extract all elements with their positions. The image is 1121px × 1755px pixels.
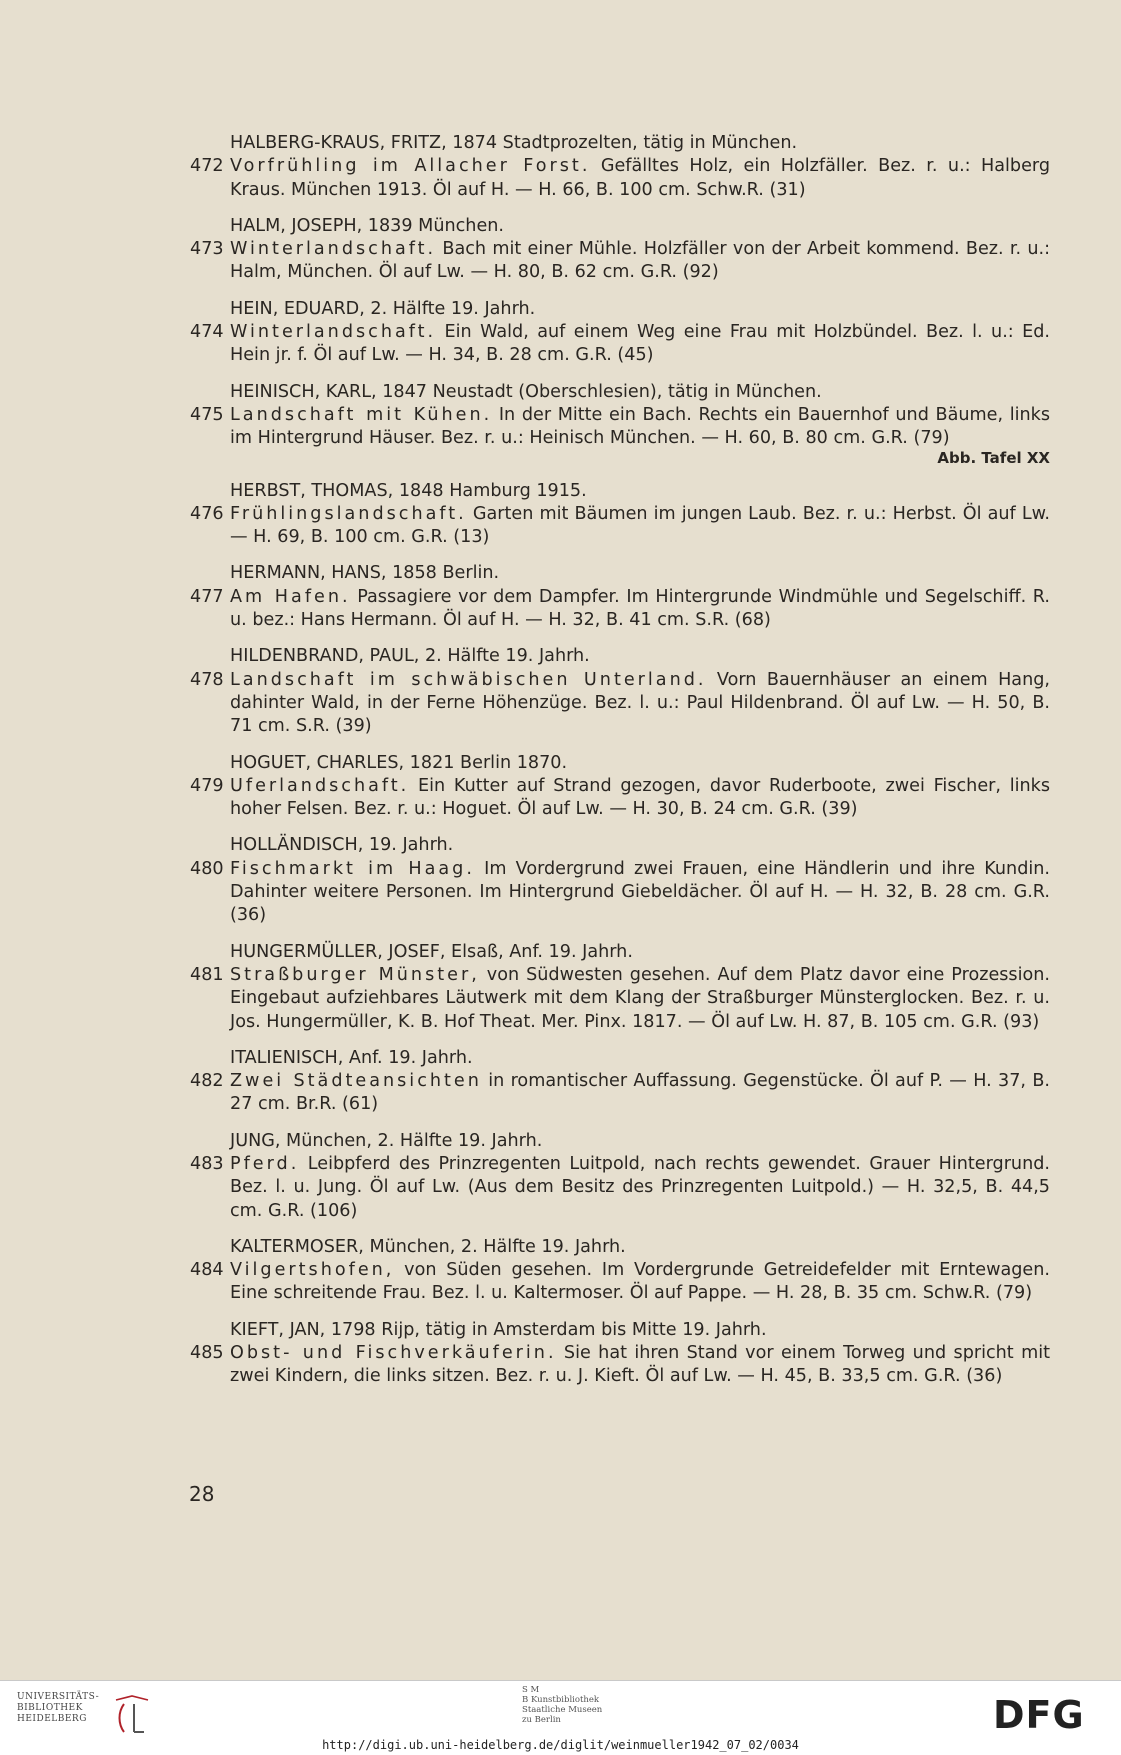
catalog-entry — [190, 1319, 1050, 1389]
entry-description — [190, 775, 1050, 822]
artist-heading: HOLLÄNDISCH, 19. Jahrh. — [230, 835, 454, 856]
lot-number: 479 — [190, 775, 224, 796]
stamp-line-3: Staatliche Museen — [522, 1705, 603, 1715]
artwork-title: Zwei Städteansichten — [230, 1071, 482, 1092]
lot-number: 478 — [190, 669, 224, 690]
artwork-title: Pferd. — [230, 1153, 300, 1174]
artist-heading: HOGUET, CHARLES, 1821 Berlin 1870. — [230, 752, 568, 773]
artwork-title: Uferlandschaft. — [230, 775, 410, 796]
entry-description — [190, 503, 1050, 550]
catalog-entry — [190, 298, 1050, 368]
stamp-line-4: zu Berlin — [522, 1715, 561, 1725]
artist-heading: HALBERG-KRAUS, FRITZ, 1874 Stadtprozelten, tätig in München. — [230, 133, 798, 153]
artwork-title: Frühlingslandschaft. — [230, 503, 467, 524]
catalog-entry — [190, 752, 1050, 822]
lot-number: 485 — [190, 1343, 224, 1364]
artwork-details: Bach mit einer Mühle. Holzfäller von der Arbeit kommend. Bez. r. u.: Halm, München. Öl auf Lw. — H. 80, B. 62 cm. G.R. (92) — [230, 239, 1050, 283]
lot-number: 482 — [190, 1071, 224, 1092]
artwork-details: Passagiere vor dem Dampfer. Im Hintergrunde Windmühle und Segelschiff. R. u. bez.: Hans Hermann. Öl auf H. — H. 32, B. 41 cm. S.R. (68) — [230, 586, 1050, 631]
catalog-entry — [190, 215, 1050, 285]
catalog-list — [190, 132, 1050, 1402]
lot-number: 484 — [190, 1260, 224, 1281]
entry-description — [190, 404, 1050, 451]
artist-heading: JUNG, München, 2. Hälfte 19. Jahrh. — [230, 1130, 543, 1151]
artwork-title: Winterlandschaft. — [230, 322, 437, 343]
artwork-title: Landschaft mit Kühen. — [230, 404, 493, 425]
museum-stamp — [522, 1685, 632, 1725]
artwork-title: Straßburger Münster, — [230, 964, 480, 985]
catalog-entry — [190, 834, 1050, 927]
entry-description — [190, 1070, 1050, 1117]
catalog-entry — [190, 562, 1050, 632]
plate-reference: Abb. Tafel XX — [937, 448, 1050, 467]
catalog-entry — [190, 1236, 1050, 1306]
stamp-line-2: B Kunstbibliothek — [522, 1695, 600, 1705]
artwork-details: Gefälltes Holz, ein Holzfäller. Bez. r. u.: Halberg Kraus. München 1913. Öl auf H. — H. 66, B. 100 cm. Schw.R. (31) — [230, 156, 1050, 200]
page-number: 28 — [189, 1482, 215, 1506]
lot-number: 477 — [190, 586, 224, 607]
artist-heading: KIEFT, JAN, 1798 Rijp, tätig in Amsterdam bis Mitte 19. Jahrh. — [230, 1319, 767, 1340]
entry-description — [190, 669, 1050, 739]
lot-number: 476 — [190, 503, 224, 524]
footer-bar — [0, 1680, 1121, 1755]
source-url-link[interactable]: http://digi.ub.uni-heidelberg.de/diglit/weinmueller1942_07_02/0034 — [322, 1738, 799, 1752]
entry-description — [190, 238, 1050, 285]
artwork-title: Obst- und Fischverkäuferin. — [230, 1343, 557, 1364]
catalog-entry — [190, 1130, 1050, 1223]
artwork-details: von Südwesten gesehen. Auf dem Platz davor eine Prozession. Eingebaut aufziehbares Läutwerk mit dem Klang der Straßburger Münsterglocken. Bez. r. u. Jos. Hungermüller, K. B. Hof Theat. Mer. Pinx. 1817. — Öl auf Lw. H. 87, B. 105 cm. G.R. (93) — [230, 964, 1050, 1032]
entry-description — [190, 1153, 1050, 1223]
lot-number: 475 — [190, 404, 224, 425]
artwork-title: Am Hafen. — [230, 586, 351, 607]
artwork-details: Sie hat ihren Stand vor einem Torweg und spricht mit zwei Kindern, die links sitzen. Bez. r. u. J. Kieft. Öl auf Lw. — H. 45, B. 33,5 cm. G.R. (36) — [230, 1343, 1051, 1387]
university-library-logo[interactable] — [17, 1692, 147, 1736]
artwork-title: Fischmarkt im Haag. — [230, 858, 475, 879]
artist-heading: ITALIENISCH, Anf. 19. Jahrh. — [230, 1047, 473, 1068]
artist-heading: KALTERMOSER, München, 2. Hälfte 19. Jahrh. — [230, 1236, 626, 1257]
dfg-logo[interactable]: DFG — [993, 1693, 1085, 1737]
artwork-title: Vorfrühling im Allacher Forst. — [230, 156, 591, 177]
lot-number: 481 — [190, 964, 224, 985]
uni-logo-line-1: UNIVERSITÄTS- — [17, 1692, 100, 1702]
artwork-details: Leibpferd des Prinzregenten Luitpold, nach rechts gewendet. Grauer Hintergrund. Bez. l. u. Jung. Öl auf Lw. (Aus dem Besitz des Prinzregenten Luitpold.) — H. 32,5, B. 44,5 cm. G.R. (106) — [230, 1153, 1050, 1221]
lot-number: 480 — [190, 858, 224, 879]
catalog-entry — [190, 645, 1050, 738]
artwork-title: Vilgertshofen, — [230, 1260, 395, 1281]
artwork-details: Vorn Bauernhäuser an einem Hang, dahinter Wald, in der Ferne Höhenzüge. Bez. l. u.: Paul Hildenbrand. Öl auf Lw. — H. 50, B. 71 cm. S.R. (39) — [230, 669, 1050, 737]
entry-description — [190, 858, 1050, 928]
catalog-entry — [190, 480, 1050, 550]
lot-number: 483 — [190, 1153, 224, 1174]
lot-number: 473 — [190, 239, 224, 260]
artwork-details: Garten mit Bäumen im jungen Laub. Bez. r. u.: Herbst. Öl auf Lw. — H. 69, B. 100 cm. G.R. (13) — [230, 503, 1050, 548]
artist-heading: HERMANN, HANS, 1858 Berlin. — [230, 563, 500, 584]
entry-description — [190, 964, 1050, 1034]
artist-heading: HILDENBRAND, PAUL, 2. Hälfte 19. Jahrh. — [230, 646, 590, 667]
catalog-entry — [190, 941, 1050, 1034]
entry-description — [190, 1259, 1050, 1306]
stamp-line-1: S M — [522, 1685, 540, 1695]
entry-description — [190, 321, 1050, 368]
entry-description — [190, 155, 1050, 202]
catalog-entry — [190, 1047, 1050, 1117]
catalog-entry — [190, 381, 1050, 467]
lot-number: 474 — [190, 322, 224, 343]
artwork-details: Im Vordergrund zwei Frauen, eine Händlerin und ihre Kundin. Dahinter weitere Personen. Im Hintergrund Giebeldächer. Öl auf H. — H. 32, B. 28 cm. G.R. (36) — [230, 858, 1051, 926]
artist-heading: HEIN, EDUARD, 2. Hälfte 19. Jahrh. — [230, 298, 536, 319]
artwork-title: Landschaft im schwäbischen Unterland. — [230, 669, 707, 690]
artwork-details: Ein Wald, auf einem Weg eine Frau mit Holzbündel. Bez. l. u.: Ed. Hein jr. f. Öl auf Lw. — H. 34, B. 28 cm. G.R. (45) — [230, 322, 1050, 366]
catalog-entry — [190, 132, 1050, 202]
artist-heading: HEINISCH, KARL, 1847 Neustadt (Oberschlesien), tätig in München. — [230, 381, 822, 402]
artist-heading: HERBST, THOMAS, 1848 Hamburg 1915. — [230, 480, 587, 501]
artist-heading: HALM, JOSEPH, 1839 München. — [230, 215, 505, 236]
library-emblem-icon — [112, 1694, 152, 1738]
artwork-details: In der Mitte ein Bach. Rechts ein Bauernhof und Bäume, links im Hintergrund Häuser. Bez. r. u.: Heinisch München. — H. 60, B. 80 cm. G.R. (79) — [230, 404, 1050, 449]
uni-logo-line-2: BIBLIOTHEK — [17, 1703, 83, 1713]
artwork-title: Winterlandschaft. — [230, 239, 437, 260]
artwork-details: in romantischer Auffassung. Gegenstücke. Öl auf P. — H. 37, B. 27 cm. Br.R. (61) — [230, 1071, 1050, 1115]
artwork-details: Ein Kutter auf Strand gezogen, davor Ruderboote, zwei Fischer, links hoher Felsen. Bez. r. u.: Hoguet. Öl auf Lw. — H. 30, B. 24 cm. G.R. (39) — [230, 775, 1050, 820]
lot-number: 472 — [190, 156, 224, 177]
entry-description — [190, 1342, 1050, 1389]
entry-description — [190, 586, 1050, 633]
uni-logo-line-3: HEIDELBERG — [17, 1714, 87, 1724]
artist-heading: HUNGERMÜLLER, JOSEF, Elsaß, Anf. 19. Jahrh. — [230, 941, 633, 962]
artwork-details: von Süden gesehen. Im Vordergrunde Getreidefelder mit Erntewagen. Eine schreitende Frau. Bez. l. u. Kaltermoser. Öl auf Pappe. — H. 28, B. 35 cm. Schw.R. (79) — [230, 1260, 1050, 1304]
